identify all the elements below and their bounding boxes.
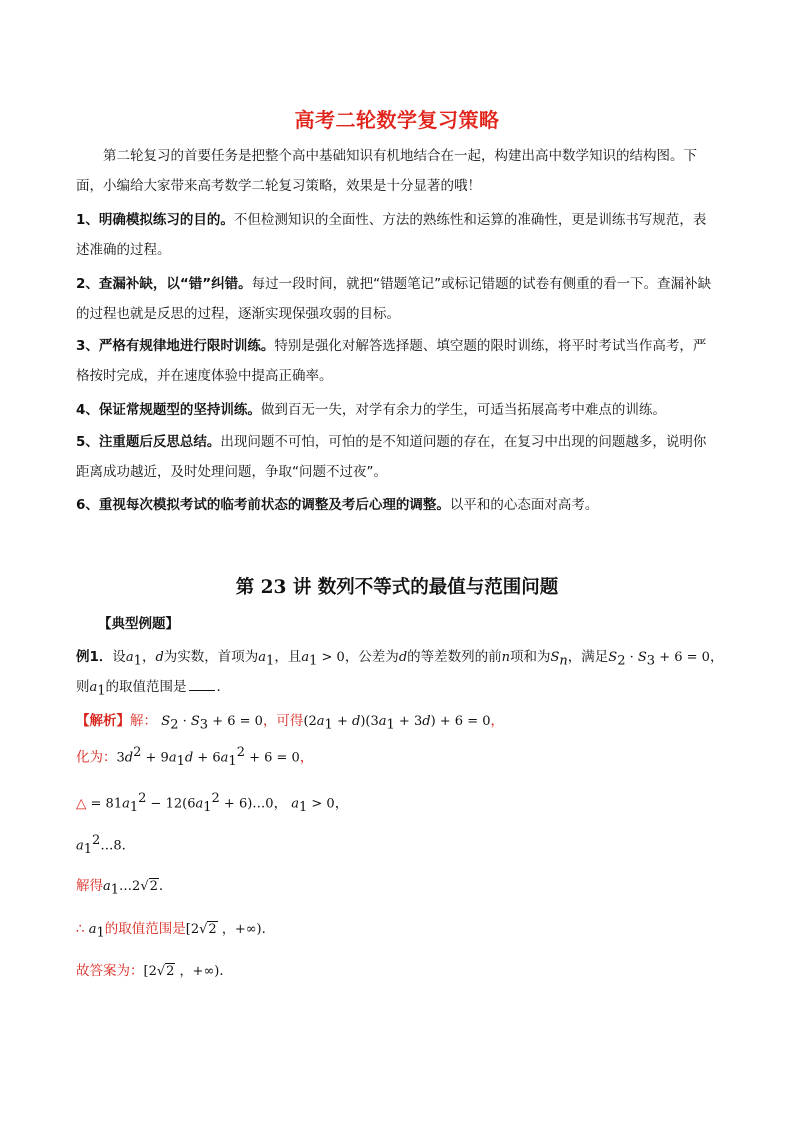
solution-line-6: ∴ $a_1$的取值范围是[2√2 ，+∞)． [76,921,276,941]
solution-answer: 故答案为：[2√2 ，+∞)． [76,963,233,979]
strategy-3-head: 3、严格有规律地进行限时训练。 [76,338,275,354]
strategy-5-line-2: 距离成功越近，及时处理问题，争取“问题不过夜”。 [76,464,387,480]
strategy-1-line-1: 不但检测知识的全面性、方法的熟练性和运算的准确性，更是训练书写规范，表 [233,212,707,228]
intro-paragraph [76,141,726,201]
intro-line-1: 第二轮复习的首要任务是把整个高中基础知识有机地结合在一起，构建出高中数学知识的结构图。下 [103,148,697,164]
lecture-title: 第 23 讲 数列不等式的最值与范围问题 [235,577,559,598]
strategy-3 [76,331,726,391]
strategy-2-line-1: 每过一段时间，就把“错题笔记”或标记错题的试卷有侧重的看一下。查漏补缺 [251,276,712,292]
strategy-2 [76,269,726,329]
strategy-6 [76,490,726,520]
page-title: 高考二轮数学复习策略 [294,108,500,132]
strategy-3-line-2: 格按时完成，并在速度体验中提高正确率。 [76,368,333,384]
strategy-4-head: 4、保证常规题型的坚持训练。 [76,402,261,418]
strategy-5 [76,427,726,487]
answer-blank [189,678,215,691]
section-label: 【典型例题】 [98,616,179,632]
example-line-1: 例1．设$a_1$，d为实数，首项为$a_1$，且$a_1 > 0$，公差为d的等差数列的前n项和为$S_n$，满足$S_2 \cdot S_3 + 6 = 0$， [76,649,724,669]
strategy-1-head: 1、明确模拟练习的目的。 [76,212,234,228]
solution-line-3: △ = $81a_1^2 - 12(6a_1^2$ + 6)…0， $a_1 > 0$， [76,791,349,816]
strategy-2-line-2: 的过程也就是反思的过程，逐渐实现保强攻弱的目标。 [76,306,400,322]
strategy-4 [76,395,726,425]
solution-line-4: $a_1^2\dots 8$． [76,833,136,858]
strategy-5-head: 5、注重题后反思总结。 [76,434,221,450]
strategy-4-line-1: 做到百无一失，对学有余力的学生，可适当拓展高考中难点的训练。 [260,402,666,418]
solution-line-2: 化为：$3d^2 + 9a_1d + 6a_1^2 + 6 = 0$， [76,745,314,770]
strategy-2-head: 2、查漏补缺，以“错”纠错。 [76,276,252,292]
solution-line-1: 【解析】解： $S_2 \cdot S_3 + 6 = 0$，可得$(2a_1 + d)(3a_1 + 3d) + 6 = 0$， [76,713,504,733]
strategy-1 [76,205,726,265]
strategy-6-head: 6、重视每次模拟考试的临考前状态的调整及考后心理的调整。 [76,497,450,513]
intro-line-2: 面，小编给大家带来高考数学二轮复习策略，效果是十分显著的哦！ [76,178,481,194]
strategy-6-line-1: 以平和的心态面对高考。 [449,497,599,513]
strategy-3-line-1: 特别是强化对解答选择题、填空题的限时训练，将平时考试当作高考，严 [274,338,707,354]
solution-line-5: 解得$a_1\dots 2√2$． [76,878,173,898]
strategy-5-line-1: 出现问题不可怕，可怕的是不知道问题的存在，在复习中出现的问题越多，说明你 [220,434,707,450]
example-line-2: 则$a_1$的取值范围是 ． [76,679,231,699]
strategy-1-line-2: 述准确的过程。 [76,242,171,258]
